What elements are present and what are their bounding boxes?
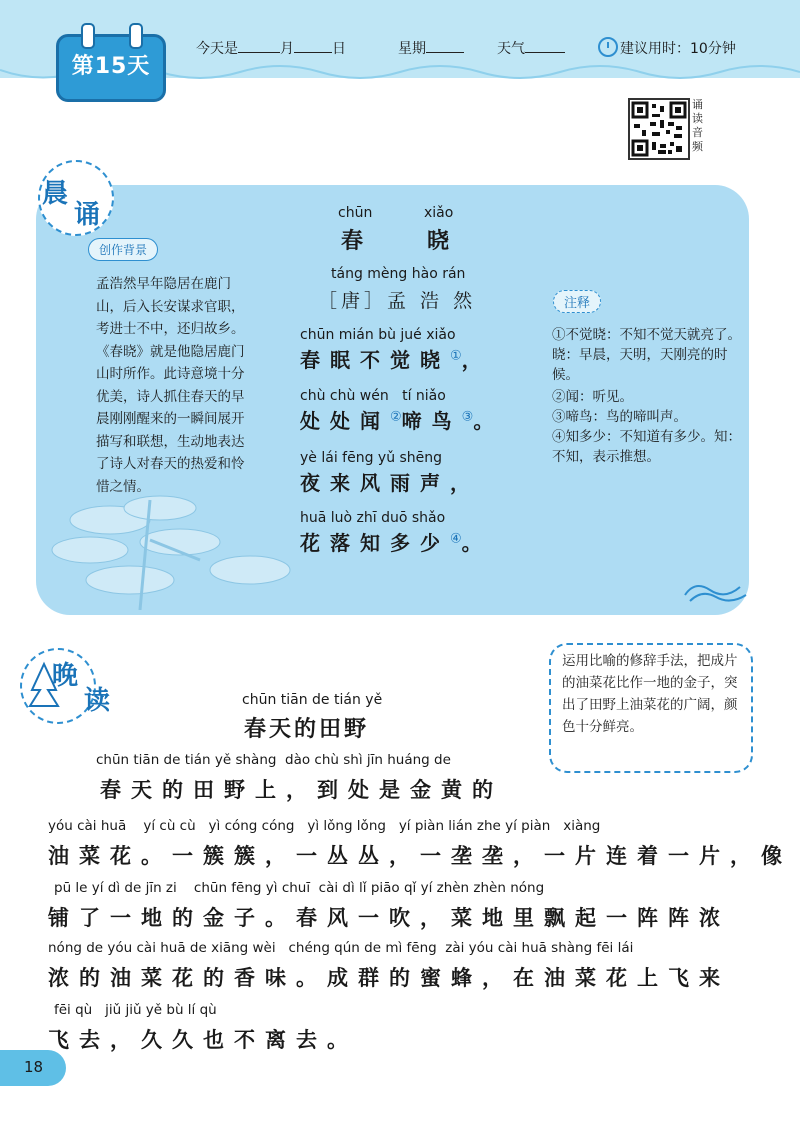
poem-line3-pinyin: yè lái fēng yǔ shēng: [300, 450, 443, 466]
comment-text: 运用比喻的修辞手法，把成片的油菜花比作一地的金子，突出了田野上油菜花的广阔，颜色十分鲜亮。: [562, 653, 738, 735]
reading-line2-pinyin: yóu cài huā yí cù cù yì cóng cóng yì lǒng lǒng yí piàn lián zhe yí piàn xiàng: [48, 818, 601, 834]
pine-tree-decoration: [50, 480, 300, 610]
weather-line: [497, 38, 565, 58]
wave-curl-decoration: [680, 575, 750, 605]
poem-line4-text: 花落知多少: [300, 531, 450, 555]
poem-line2-text-b: 啼鸟: [401, 409, 462, 433]
poem-line1-pinyin: chūn mián bù jué xiǎo: [300, 327, 456, 343]
weekday-label: 星期: [398, 41, 426, 57]
evening-char-1: 晚: [52, 661, 79, 691]
poem-line4-punct: 。: [461, 531, 492, 555]
poem-author: ［唐］孟 浩 然: [318, 290, 477, 312]
month-label: 月: [280, 41, 294, 57]
reading-line4: 浓的油菜花的香味。成群的蜜蜂，在油菜花上飞来: [48, 965, 730, 990]
page-number: 18: [24, 1058, 44, 1076]
weekday-line: [398, 38, 464, 58]
poem-line3-text: 夜来风雨声: [300, 471, 450, 495]
reading-line1: 春天的田野上，到处是金黄的: [100, 777, 503, 802]
morning-char-1: 晨: [42, 179, 69, 209]
note-mark-1: ①: [450, 348, 462, 364]
calendar-ring-icon: [81, 23, 95, 49]
reading-line2: 油菜花。一簇簇，一丛丛，一垄垄，一片连着一片，像: [48, 843, 792, 868]
note-mark-3: ③: [461, 409, 474, 425]
note-mark-4: ④: [450, 531, 462, 547]
reading-line5: 飞去，久久也不离去。: [48, 1027, 358, 1052]
reading-title-pinyin: chūn tiān de tián yě: [242, 692, 383, 708]
weekday-blank[interactable]: [426, 40, 464, 53]
title-pinyin-2: xiǎo: [424, 205, 454, 221]
poem-line3: [300, 467, 480, 496]
day-label: 第15天: [71, 54, 151, 79]
clock-icon: [598, 37, 618, 57]
weather-blank[interactable]: [525, 40, 565, 53]
note-4: ④知多少：不知道有多少。知：不知，表示推想。: [552, 429, 741, 465]
reading-line3-pinyin: pū le yí dì de jīn zi chūn fēng yì chuī cài dì lǐ piāo qǐ yí zhèn zhèn nóng: [54, 880, 545, 896]
qr-caption: 诵读音频: [692, 98, 703, 153]
poem-line1-punct: ，: [461, 348, 492, 372]
poem-line4: [300, 527, 492, 556]
today-label: 今天是: [196, 41, 238, 57]
morning-char-2: 诵: [74, 200, 101, 230]
calendar-ring-icon: [129, 23, 143, 49]
suggest-time: 建议用时：10分钟: [620, 41, 736, 57]
note-1: ①不觉晓：不知不觉天就亮了。晓：早晨，天明，天刚亮的时候。: [552, 327, 741, 383]
reading-line5-pinyin: fēi qù jiǔ jiǔ yě bù lí qù: [54, 1002, 217, 1018]
poem-line3-punct: ，: [450, 471, 480, 495]
poem-line2: [300, 405, 503, 434]
poem-line2-text-a: 处处闻: [300, 409, 390, 433]
poem-line2-punct: 。: [473, 409, 504, 433]
title-pinyin-1: chūn: [338, 205, 373, 221]
day-blank[interactable]: [294, 40, 332, 53]
reading-title: 春天的田野: [244, 717, 370, 742]
author-pinyin: táng mèng hào rán: [331, 266, 466, 282]
evening-char-2: 读: [84, 686, 111, 716]
reading-line4-pinyin: nóng de yóu cài huā de xiāng wèi chéng qún de mì fēng zài yóu cài huā shàng fēi lái: [48, 940, 634, 956]
month-blank[interactable]: [238, 40, 280, 53]
day-unit-label: 日: [332, 41, 346, 57]
note-3: ③啼鸟：鸟的啼叫声。: [552, 409, 687, 425]
poem-line4-pinyin: huā luò zhī duō shǎo: [300, 510, 446, 526]
background-text: 孟浩然早年隐居在鹿门山，后入长安谋求官职，考进士不中，还归故乡。《春晓》就是他隐居鹿门山时所作。此诗意境十分优美，诗人抓住春天的早晨刚刚醒来的一瞬间展开描写和联想，生动地表达了诗人对春天的热爱和怜惜之情。: [96, 276, 245, 495]
poem-title-1: 春: [341, 228, 364, 254]
background-label: 创作背景: [88, 238, 158, 261]
date-line: [196, 38, 346, 58]
notes-label: 注释: [553, 290, 601, 313]
weather-label: 天气: [497, 41, 525, 57]
reading-line3: 铺了一地的金子。春风一吹，菜地里飘起一阵阵浓: [48, 905, 730, 930]
reading-line1-pinyin: chūn tiān de tián yě shàng dào chù shì jīn huáng de: [96, 752, 451, 768]
poem-line2-pinyin: chù chù wén tí niǎo: [300, 388, 446, 404]
day-badge: [56, 34, 166, 102]
poem-line1: [300, 344, 492, 373]
note-2: ②闻：听见。: [552, 389, 633, 405]
poem-title-2: 晓: [427, 228, 450, 254]
poem-line1-text: 春眠不觉晓: [300, 348, 450, 372]
note-mark-2: ②: [390, 409, 402, 425]
qr-code-icon[interactable]: [628, 98, 690, 160]
